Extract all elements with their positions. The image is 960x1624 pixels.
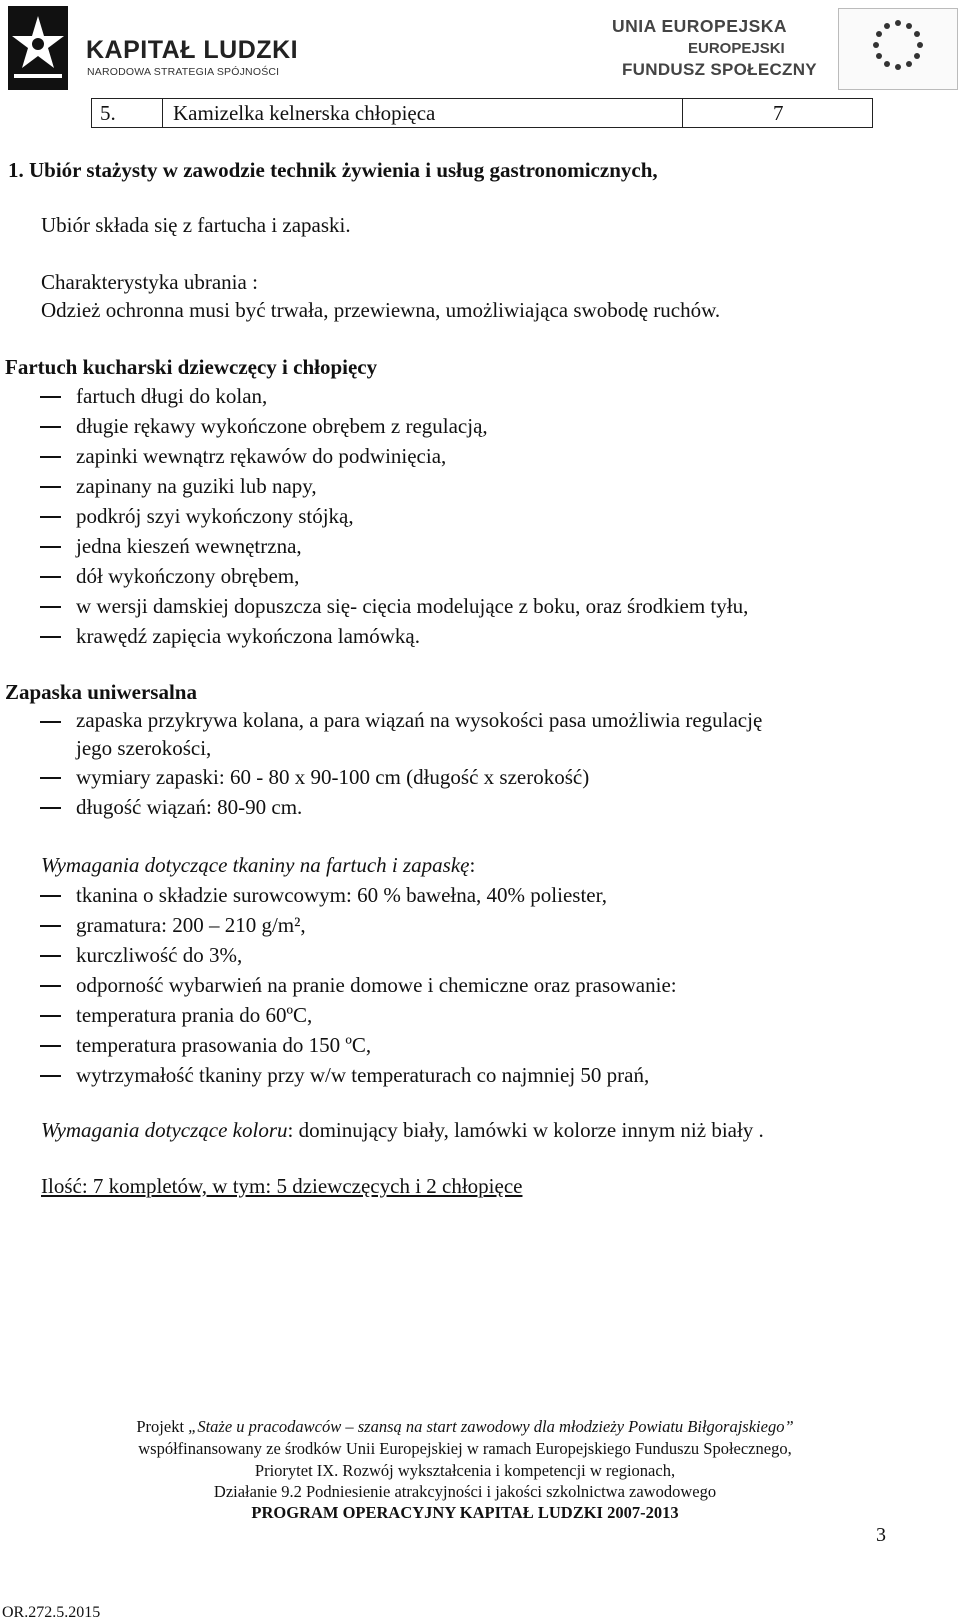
list-item: długość wiązań: 80-90 cm. <box>76 795 303 819</box>
list-item: wytrzymałość tkaniny przy w/w temperaturach co najmniej 50 prań, <box>76 1063 650 1087</box>
list-item: zapaska przykrywa kolana, a para wiązań na wysokości pasa umożliwia regulację jego szerokości, <box>76 708 763 760</box>
characteristics-label: Charakterystyka ubrania : <box>41 270 258 294</box>
fartuch-heading: Fartuch kucharski dziewczęcy i chłopięcy <box>5 355 378 379</box>
tkanina-list <box>40 880 677 1090</box>
ue-efs-logo <box>610 16 830 88</box>
ue-line1: UNIA EUROPEJSKA <box>612 16 788 36</box>
footer-program: PROGRAM OPERACYJNY KAPITAŁ LUDZKI 2007-2013 <box>251 1503 679 1522</box>
kapital-ludzki-logo <box>4 2 304 94</box>
zapaska-heading: Zapaska uniwersalna <box>5 680 197 704</box>
list-item: jedna kieszeń wewnętrzna, <box>76 534 302 558</box>
list-item: w wersji damskiej dopuszcza się- cięcia modelujące z boku, oraz środkiem tyłu, <box>76 594 749 618</box>
ue-line3: FUNDUSZ SPOŁECZNY <box>622 60 817 79</box>
row-item-name: Kamizelka kelnerska chłopięca <box>163 99 683 127</box>
footer-priority: Priorytet IX. Rozwój wykształcenia i kompetencji w regionach, <box>254 1461 676 1480</box>
list-item: długie rękawy wykończone obrębem z regulacją, <box>76 414 488 438</box>
characteristics-text: Odzież ochronna musi być trwała, przewiewna, umożliwiająca swobodę ruchów. <box>41 298 721 322</box>
fartuch-list <box>40 381 748 651</box>
list-item: zapinki wewnątrz rękawów do podwinięcia, <box>76 444 447 468</box>
kolor-requirements: Wymagania dotyczące koloru: dominujący biały, lamówki w kolorze innym niż biały . <box>41 1118 764 1142</box>
page-number: 3 <box>876 1524 886 1546</box>
ilosc-summary: Ilość: 7 kompletów, w tym: 5 dziewczęcych i 2 chłopięce <box>41 1174 523 1198</box>
list-item: gramatura: 200 – 210 g/m², <box>76 913 306 937</box>
list-item: zapinany na guziki lub napy, <box>76 474 317 498</box>
section-heading: 1. Ubiór stażysty w zawodzie technik żywienia i usług gastronomicznych, <box>8 158 658 182</box>
footer-cofinancing: współfinansowany ze środków Unii Europejskiej w ramach Europejskiego Funduszu Społecznego, <box>138 1439 792 1458</box>
list-item: temperatura prasowania do 150 ºC, <box>76 1033 372 1057</box>
zapaska-list <box>40 706 762 822</box>
kapital-ludzki-logo-icon <box>4 2 74 94</box>
list-item: fartuch długi do kolan, <box>76 384 268 408</box>
list-item: krawędź zapięcia wykończona lamówką. <box>76 624 420 648</box>
footer-project-line: Projekt „Staże u pracodawców – szansą na start zawodowy dla młodzieży Powiatu Biłgorajskiego” <box>136 1417 794 1436</box>
eu-flag-icon <box>838 8 958 90</box>
footer-action: Działanie 9.2 Podniesienie atrakcyjności i jakości szkolnictwa zawodowego <box>213 1482 717 1501</box>
document-reference: OR.272.5.2015 <box>2 1604 101 1621</box>
ue-line2: EUROPEJSKI <box>688 40 785 57</box>
list-item: wymiary zapaski: 60 - 80 x 90-100 cm (długość x szerokość) <box>76 765 590 789</box>
list-item: kurczliwość do 3%, <box>76 943 243 967</box>
list-item: dół wykończony obrębem, <box>76 564 300 588</box>
table-row <box>91 98 873 128</box>
kapital-ludzki-subtitle: NARODOWA STRATEGIA SPÓJNOŚCI <box>87 66 280 78</box>
kapital-ludzki-title: KAPITAŁ LUDZKI <box>86 36 299 64</box>
list-item: temperatura prania do 60ºC, <box>76 1003 313 1027</box>
section-intro: Ubiór składa się z fartucha i zapaski. <box>41 213 351 237</box>
row-quantity: 7 <box>773 101 784 125</box>
tkanina-heading: Wymagania dotyczące tkaniny na fartuch i zapaskę: <box>41 853 476 877</box>
list-item: podkrój szyi wykończony stójką, <box>76 504 354 528</box>
list-item: tkanina o składzie surowcowym: 60 % bawełna, 40% poliester, <box>76 883 608 907</box>
row-number: 5. <box>92 99 163 127</box>
list-item: odporność wybarwień na pranie domowe i chemiczne oraz prasowanie: <box>76 973 677 997</box>
